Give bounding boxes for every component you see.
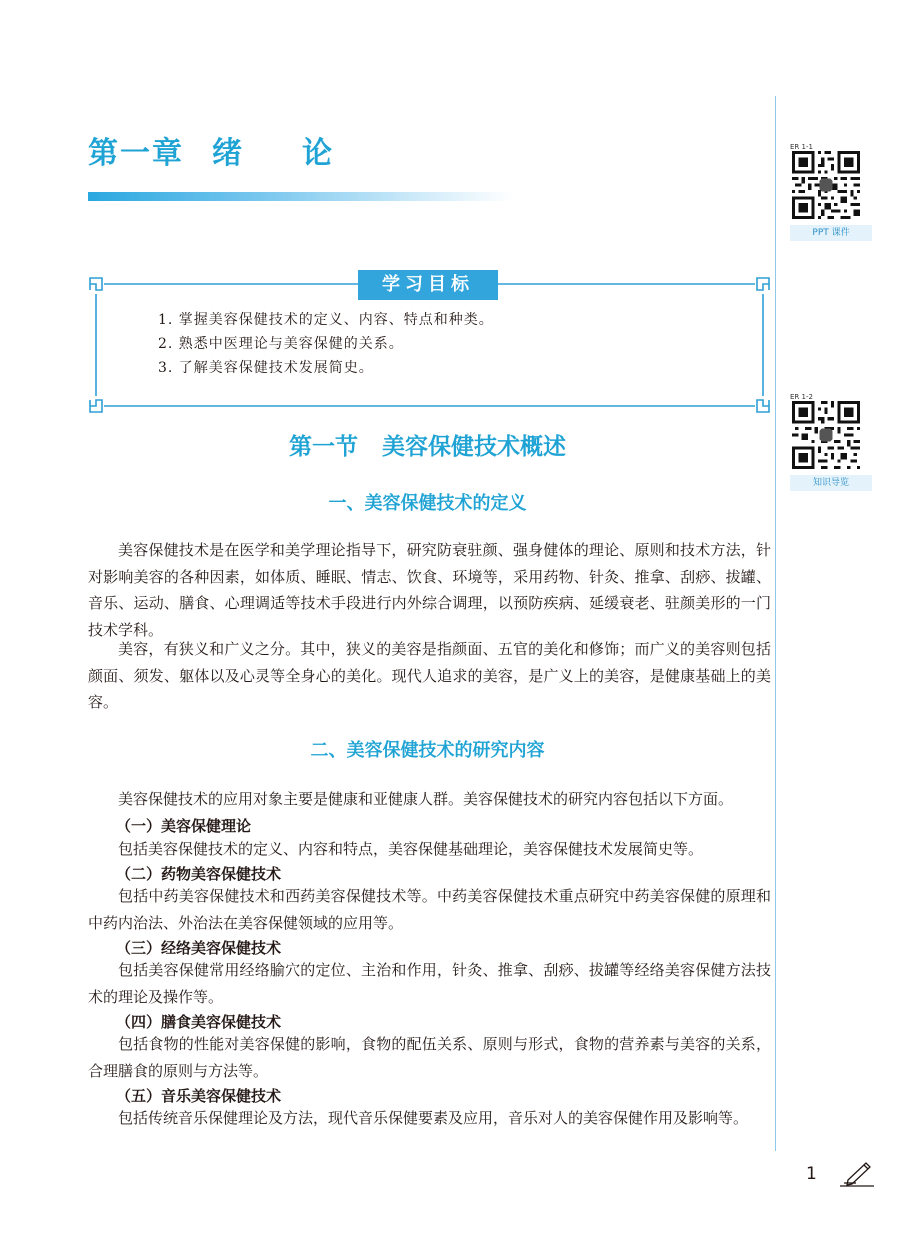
part1-paragraph: 美容，有狭义和广义之分。其中，狭义的美容是指颜面、五官的美化和修饰；而广义的美容则包括颜面、须发、躯体以及心灵等全身心的美化。现代人追求的美容，是广义上的美容，是健康基础上的美容。: [88, 640, 771, 711]
pen-icon: [838, 1160, 878, 1188]
qr-resource-ppt[interactable]: [790, 143, 872, 241]
chapter-name: 绪论: [212, 136, 392, 171]
qr-resource-guide[interactable]: [790, 393, 872, 491]
content-item-body: 包括美容保健技术的定义、内容和特点，美容保健基础理论，美容保健技术发展简史等。: [118, 840, 704, 858]
content-item-heading: （五）音乐美容保健技术: [116, 1087, 282, 1105]
qr-code-id: ER 1-1: [790, 143, 813, 151]
content-item-body: 包括食物的性能对美容保健的影响，食物的配伍关系、原则与形式，食物的营养素与美容的关系，合理膳食的原则与方法等。: [88, 1035, 771, 1080]
section-title: [80, 428, 775, 461]
content-item-heading: （三）经络美容保健技术: [116, 939, 282, 957]
section-name: 美容保健技术概述: [382, 434, 566, 460]
content-item-heading: （一）美容保健理论: [116, 817, 252, 835]
page-number: 1: [806, 1164, 817, 1184]
part2-intro: 美容保健技术的应用对象主要是健康和亚健康人群。美容保健技术的研究内容包括以下方面。: [118, 790, 734, 808]
qr-caption: 知识导览: [790, 475, 872, 491]
objective-item: 2. 熟悉中医理论与美容保健的关系。: [158, 336, 404, 352]
objective-item: 3. 了解美容保健技术发展简史。: [158, 360, 374, 376]
learning-objectives-box: [88, 270, 771, 420]
part1-heading: 一、美容保健技术的定义: [328, 493, 527, 514]
qr-code-icon[interactable]: [792, 151, 860, 219]
part1-paragraph: 美容保健技术是在医学和美学理论指导下，研究防衰驻颜、强身健体的理论、原则和技术方法，针对影响美容的各种因素，如体质、睡眠、情志、饮食、环境等，采用药物、针灸、推拿、刮痧、拔罐、音乐、运动、膳食、心理调适等技术手段进行内外综合调理，以预防疾病、延缓衰老、驻颜美形的一门技术学科。: [88, 541, 771, 639]
qr-code-id: ER 1-2: [790, 393, 813, 401]
chapter-underline: [88, 192, 513, 201]
margin-rule: [775, 96, 776, 1151]
objectives-list: [158, 308, 494, 380]
objectives-label: 学习目标: [358, 270, 498, 300]
part2-heading: 二、美容保健技术的研究内容: [310, 740, 545, 761]
content-item-body: 包括传统音乐保健理论及方法，现代音乐保健要素及应用，音乐对人的美容保健作用及影响等。: [118, 1109, 749, 1127]
section-number: 第一节: [289, 434, 358, 460]
chapter-title: [88, 128, 392, 172]
content-item-body: 包括中药美容保健技术和西药美容保健技术等。中药美容保健技术重点研究中药美容保健的原理和中药内治法、外治法在美容保健领域的应用等。: [88, 887, 771, 932]
qr-code-icon[interactable]: [792, 401, 860, 469]
content-item-heading: （二）药物美容保健技术: [116, 865, 282, 883]
content-item-heading: （四）膳食美容保健技术: [116, 1013, 282, 1031]
chapter-number: 第一章: [88, 136, 184, 171]
qr-caption: PPT 课件: [790, 225, 872, 241]
objective-item: 1. 掌握美容保健技术的定义、内容、特点和种类。: [158, 312, 494, 328]
content-item-body: 包括美容保健常用经络腧穴的定位、主治和作用，针灸、推拿、刮痧、拔罐等经络美容保健方法技术的理论及操作等。: [88, 961, 771, 1006]
